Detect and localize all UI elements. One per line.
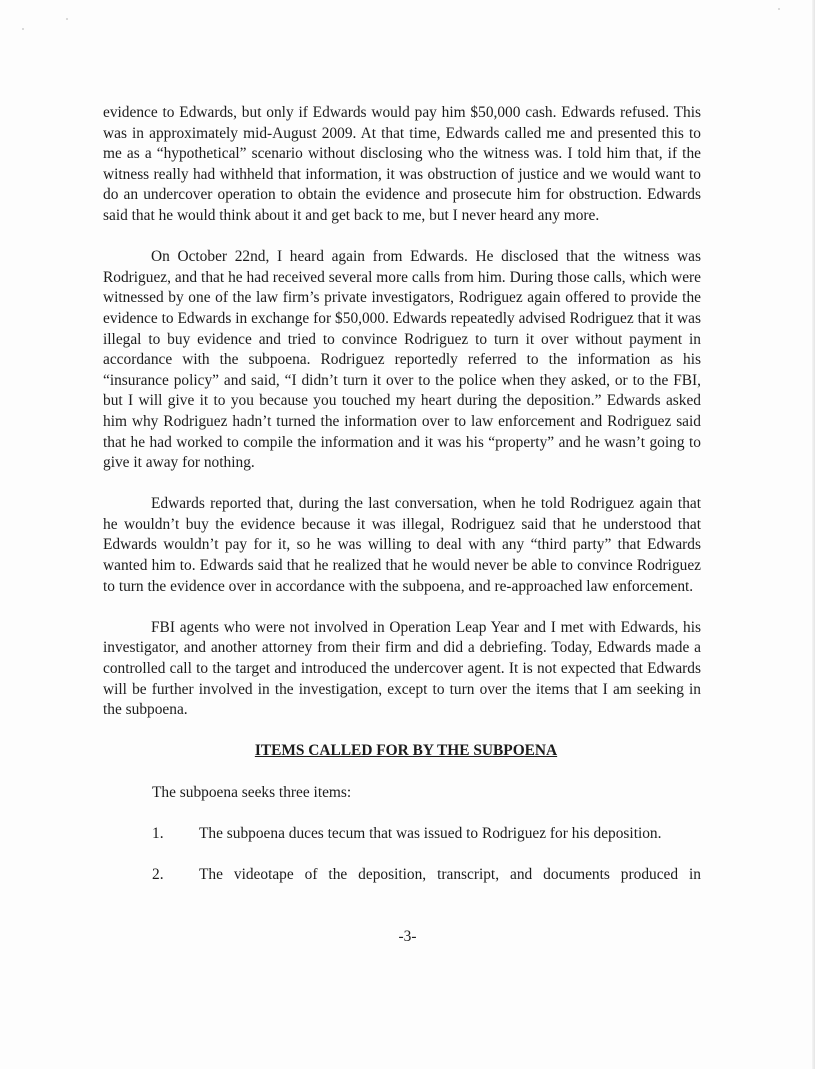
scan-speck <box>22 28 24 30</box>
paragraph-continuation: evidence to Edwards, but only if Edwards would pay him $50,000 cash. Edwards refused. This was in approximately mid-August 2009. At that time, Edwards called me and presented this to me as a “hypothetical” scenario without disclosing who the witness was. I told him that, if the witness really had withheld that information, it was obstruction of justice and we would want to do an undercover operation to obtain the evidence and prosecute him for obstruction. Edwards said that he would think about it and get back to me, but I never heard any more. <box>103 104 701 224</box>
paragraph-last-conversation: Edwards reported that, during the last conversation, when he told Rodriguez again that he wouldn’t buy the evidence because it was illegal, Rodriguez said that he understood that Edwards wouldn’t pay for it, so he was willing to deal with any “third party” that Edwards wanted him to. Edwards said that he realized that he would never be able to convince Rodriguez to turn the evidence over in accordance with the subpoena, and re-approached law enforcement. <box>103 495 701 595</box>
document-body <box>103 103 701 906</box>
list-item-number: 2. <box>152 865 164 883</box>
list-item <box>103 865 701 886</box>
list-item-text: The videotape of the deposition, transcript, and documents produced in <box>199 865 701 883</box>
page-number: -3- <box>398 928 417 945</box>
scan-speck <box>66 18 68 20</box>
section-heading: ITEMS CALLED FOR BY THE SUBPOENA <box>254 742 558 760</box>
list-item-number: 1. <box>152 824 164 842</box>
list-item <box>103 824 701 845</box>
paragraph-october-call: On October 22nd, I heard again from Edwards. He disclosed that the witness was Rodriguez, and that he had received several more calls from him. During those calls, which were witnessed by one of the law firm’s private investigators, Rodriguez again offered to provide the evidence to Edwards in exchange for $50,000. Edwards repeatedly advised Rodriguez that it was illegal to buy evidence and tried to convince Rodriguez to turn it over without payment in accordance with the subpoena. Rodriguez reportedly referred to the information as his “insurance policy” and said, “I didn’t turn it over to the police when they asked, or to the FBI, but I will give it to you because you touched my heart during the deposition.” Edwards asked him why Rodriguez hadn’t turned the information over to law enforcement and Rodriguez said that he had worked to compile the information and it was his “property” and he wasn’t going to give it away for nothing. <box>103 248 701 472</box>
scan-speck <box>778 8 780 10</box>
list-item-text: The subpoena duces tecum that was issued to Rodriguez for his deposition. <box>199 824 662 842</box>
items-intro: The subpoena seeks three items: <box>152 783 352 801</box>
paragraph-debriefing: FBI agents who were not involved in Operation Leap Year and I met with Edwards, his investigator, and another attorney from their firm and did a debriefing. Today, Edwards made a controlled call to the target and introduced the undercover agent. It is not expected that Edwards will be further involved in the investigation, except to turn over the items that I am seeking in the subpoena. <box>103 618 701 719</box>
